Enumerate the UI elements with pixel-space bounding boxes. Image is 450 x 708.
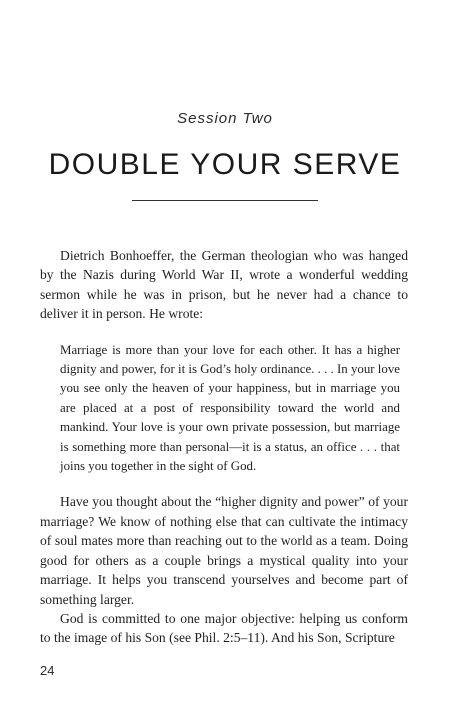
paragraph-reflection: Have you thought about the “higher dignity and power” of your marriage? We know of nothing else that can cultivate the intimacy of soul mates more than reaching out to the world as a team. Doing good for others as a couple brings a mystical quality into your marriage. It helps you transcend yourselves and become part of something larger. — [40, 494, 408, 607]
block-quote: Marriage is more than your love for each other. It has a higher dignity and power, for it is God’s holy ordinance. . . . In your love you see only the heaven of your happiness, but in marriage you are placed at a post of responsibility toward the world and mankind. Your love is your own private possession, but marriage is something more than personal—it is a status, an office . . . that joins you together in the sight of God. — [60, 342, 400, 474]
chapter-title: DOUBLE YOUR SERVE — [48, 148, 402, 181]
session-label: Session Two — [177, 110, 273, 127]
paragraph-intro: Dietrich Bonhoeffer, the German theologian who was hanged by the Nazis during World War II, wrote a wonderful wedding sermon while he was in prison, but he never had a chance to deliver it in person. He wrote: — [40, 248, 408, 322]
body-text — [40, 246, 408, 648]
title-divider — [132, 200, 318, 201]
paragraph-objective: God is committed to one major objective: helping us conform to the image of his Son (see Phil. 2:5–11). And his Son, Scripture — [40, 610, 408, 646]
page-number: 24 — [40, 663, 55, 678]
